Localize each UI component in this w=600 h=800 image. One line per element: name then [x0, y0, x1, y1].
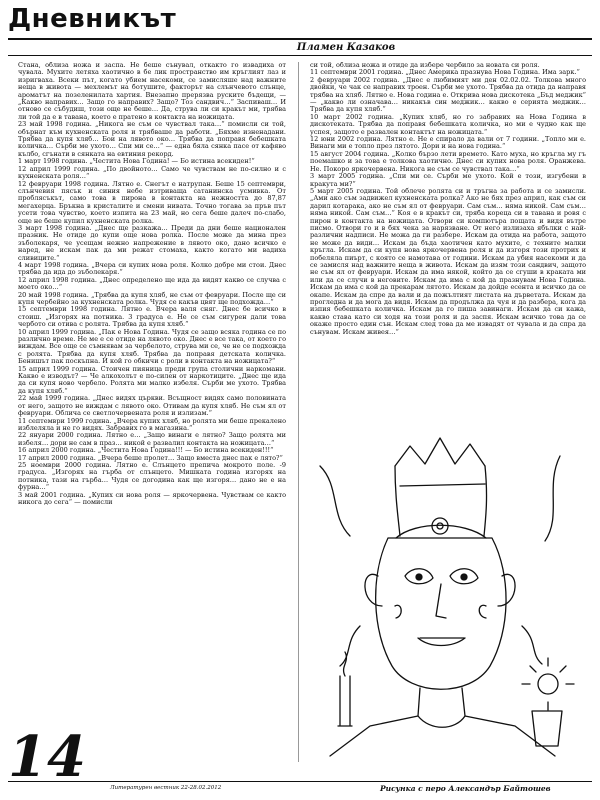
diary-paragraph: 15 август 2004 година. „Колко бързо лети времето. Като муха, но кръгла му гъ поемашко и за това е толкова хаотично. Днес си купих нова роля. Оранжева. Не. Покоро яркочервена. Никога не съм се чувствал така…“ — [310, 149, 586, 173]
publication-footer: Литературен вестник 22-28.02.2012 — [110, 785, 222, 791]
diary-paragraph: 16 април 2000 година. „Честита Нова Година!!! — Бо истина всекиден!!!“ — [18, 446, 274, 455]
diary-paragraph: 15 септември 1998 година. Лятно е. Вчера валя сняг. Днес бе всичко в стоиш. „Изгорях на потника. 3 градуса е. Не се съм сигурен дали това чербото си отива с ролята. Трябва да купя хляб.“ — [18, 305, 286, 329]
diary-paragraph: 15 април 1999 година. Стоичен пияница преди група столични наркомани. Какво е изводът? — Че алкохолът е по-силен от наркотиците. „Днес ще ида да си купя ново чербело. Ролята ми малко избеля. Сърби ме ухото. Трябва да купя хляб.“ — [18, 364, 286, 395]
diary-paragraph: 2 февруари 2002 година. „Днес е любимият ми ден 02.02.02. Толкова много двойки, че чак се направих троен. Сърби ме ухото. Трябва да отида да направя трябва на хляб. Лятно е. Нова година е. Открива нова дискотека „Бъд меджик“ — „какво ли означава… никакъв син меджик… какво е серията меджик… Трябва да купя хляб.“ — [310, 75, 586, 114]
diary-paragraph: 11 септември 1999 година. „Вчера купих хляб, но ролята ми беше прекалено изблеляла и не го видях. Забравих го в магазина.“ — [18, 416, 286, 432]
author-name: Пламен Казаков — [296, 42, 396, 53]
diary-paragraph: 3 май 2001 година. „Купих си нова роля — яркочервена. Чувствам се както никога до сега“ — помисли — [18, 490, 286, 506]
footer-rule — [8, 781, 592, 782]
diary-paragraph: 12 април 1998 година. „Днес определено ще ида да видят какво се случва с моето око…“ — [18, 275, 286, 292]
diary-paragraph: 12 април 1999 година. „По двойното… Само че чувствам не по-силно и с кухненската роля…“ — [18, 164, 286, 181]
diary-paragraph: 12 февруари 1998 година. Лятно е. Снегът е натрупан. Беше 15 септември, слънчевия пясък и синия небе изтриваща сатанинска усмивка. От проблясъкът, само това в пирона в контакта на нежността до 87,87 мегахерца. Бръкна в кристалите и смени нивата. Точно тогава за пръв път усети това чувство, което изпита на 23 май, но сега беше далеч по-слабо, още не беше купил кухненската ролка. — [18, 179, 286, 225]
author-rule — [8, 55, 592, 56]
diary-paragraph: Стана, облиза ножа и заспа. Не беше сънувал, откакто го извадиха от чувала. Мухите летяха хаотично в бе лик пространство им кръглият лаз и изригваха. Всеки път, когато убием насекоми, се замисляше над важните неща в живота — мехлемът на ботушите, факторът на слънчевото слънце, ароматът на позеленилата хартия. Внезапно прерязва руските бъдещи, — „Какво направих… Защо го направих? Защо? Тоз сандвич…“ Заспиваш… И отново се събудиш, този още не беше… Да, струва ли си кракът ми, трябва ли той да е в тавана, което е пратено в контакта на ножицата. — [18, 62, 286, 121]
diary-paragraph: 22 май 1999 година. „Днес видях църкви. Всъщност видях само половината от него, защото не виждам с лявото око. Отивам да купя хляб. Не съм ял от февруари. Облича се светлочервената роля и излизам.“ — [18, 394, 286, 418]
right-text-column — [310, 62, 586, 422]
diary-paragraph: 22 януари 2000 година. Лятно е… „Защо винаги е лятно? Защо ролята ми избеля… дори не сам в праз… никой е развалил контакта на ножицата…“ — [18, 431, 286, 447]
pen-drawing-illustration — [300, 426, 590, 766]
diary-paragraph: 3 март 1998 година. „Днес ще разкажа… Преди да дни беше национален празник. Не отиде до купи още нова ролка. После може да мина през зъболекаря, че усещам нежно напрежение в лявото око, дано всичко е наред, не искам пак да ми режат стомаха, както когато ми вадиха сливиците.“ — [18, 223, 286, 262]
diary-paragraph: 25 ноември 2000 година. Лятно е. Слънцето препича мокрото поле. -9 градуса. „Изгорях на гърба от слънцето. Мишката година изгорях на потника, тази на гърба… Чудя се догодина как ще изгоря… дано не е на фурна…“ — [18, 460, 286, 492]
diary-paragraph: 3 март 2005 година. „Спи ми се. Сърби ме ухото. Кой е този, изгубени в кракута ми?“ — [310, 172, 586, 188]
diary-paragraph: 10 март 2002 година. „Купих хляб, но го забравих на Нова Година в дискотеката. Трябва да поправя бебешката количка, но ми е чудно как ще успея, защото е развален контактът на ножицата.“ — [310, 112, 586, 136]
page-number: 14 — [8, 724, 86, 790]
diary-paragraph: 12 юни 2002 година. Лятно е. Не е спирало да вали от 7 години. „Топло ми е. Винаги ми е топло през лятото. Дори и на нова година.“ — [310, 135, 586, 151]
diary-paragraph: 11 септември 2001 година. „Днес Америка празнува Нова Година. Има зарк.“ — [310, 68, 580, 77]
diary-paragraph: 5 март 2005 година. Той облече ролята си и тръгна за работа и се замисли. „Ами ако съм задвижел кухненската ролка? Ако не бях през април, как съм си дарил котарака, ако не съм ял от февруари. Сам съм… няма никой. Сам съм… няма никой. Сам съм…“ Коя е в кракът си, тряба кореца си в тавана и ровя с пирон в контакта на ножицата. Отвори си компютъра пощата и видя вътре писмо. Отвори го и в бях чека за нарязване. От него излизаха ябълки с най-различни надписи. Не можа да ги разбере. Искам да отида на работа, защото не може да види… Искам да бъда хаотичен като мухите, с техните малки кръгла. Искам да си купя нова яркочервена роля и да изгоря този протрих и побеляла пиърт, с която се намотава от години. Искам да убия насекоми и да се замисля над важните неща в живота. Искам да изям този сандвич, защото не съм ял от февруари. Искам да има някой, който да се сгуши в краката ми или да се случи в неговите. Искам да има с кой да празнувам Нова Година. Искам да има с кой да прекарам лятото. Искам да дойде есента и всичко да се окапе. Искам да спре да вали и да пожълтият листата на дърветата. Искам да прогледна и да мога да видя. Искам да продължа да чуя и да разбера, кога да изпия бебешката количка. Искам да го пиша завинаги. Искам да си кажа, какво става като си ходя на този роля и да заспя. Искам всичко това да се окаже просто един сън. Искам след това да ме извадят от чувала и да спра да сънувам. Искам живея…“ — [310, 186, 586, 336]
left-text-column — [18, 62, 286, 764]
page-title: Дневникът — [8, 4, 177, 34]
diary-paragraph: си той, облиза ножа и отиде да избере чербило за новата си роля. — [310, 62, 540, 69]
header-rule — [8, 38, 592, 40]
diary-paragraph: 20 май 1998 година. „Трябва да купя хляб, не съм от февруари. После ще си купя чербейно за кухненската ролка. Чудя се какъв цвят ще подхожда…“ — [18, 290, 286, 306]
diary-paragraph: 17 април 2000 година. „Вчера беше пролет… Защо вместа днес пак е лято?“ — [18, 453, 283, 462]
illustration-caption: Рисунка с перо Александър Байтошев — [380, 784, 551, 793]
column-divider — [298, 62, 299, 762]
diary-paragraph: 23 май 1998 година. „Никога не съм се чувствал така…“ помисли си той, обърнат към кухненската роля и трябваше да работи. „Бяхме изненадани. Трябва да купя хляб… Бои на лявото око… Трябва да поправя бебешката количка… Сърби ме ухото… Спи ми се…“ — една бяла сянка пасе от кафяво кълбо, сгънати в сянката на евтиния рекорд. — [18, 120, 286, 158]
diary-paragraph: 4 март 1998 година. „Вчера си купих нова роля. Колко добре ми стои. Днес трябва да ида до зъболекаря.“ — [18, 260, 286, 277]
diary-paragraph: 10 април 1999 година. „Пак е Нова Година. Чудя се защо всяка година се по различно време. Не ме е се отиде на лявото око. Днес е все така, от което го виждам. Все още се съмнявам за чербелото, струва ми се, че не се подхожда с ролята. Трябва да купя хляб. Трябва да поправя детската количка. Бенишът пак поскъпна. И кой го обкичи с роли в контакта на ножицата?“ — [18, 327, 286, 366]
diary-paragraph: 1 март 1998 година. „Честита Нова Година! — Бо истина всекиден!“ — [18, 157, 255, 166]
